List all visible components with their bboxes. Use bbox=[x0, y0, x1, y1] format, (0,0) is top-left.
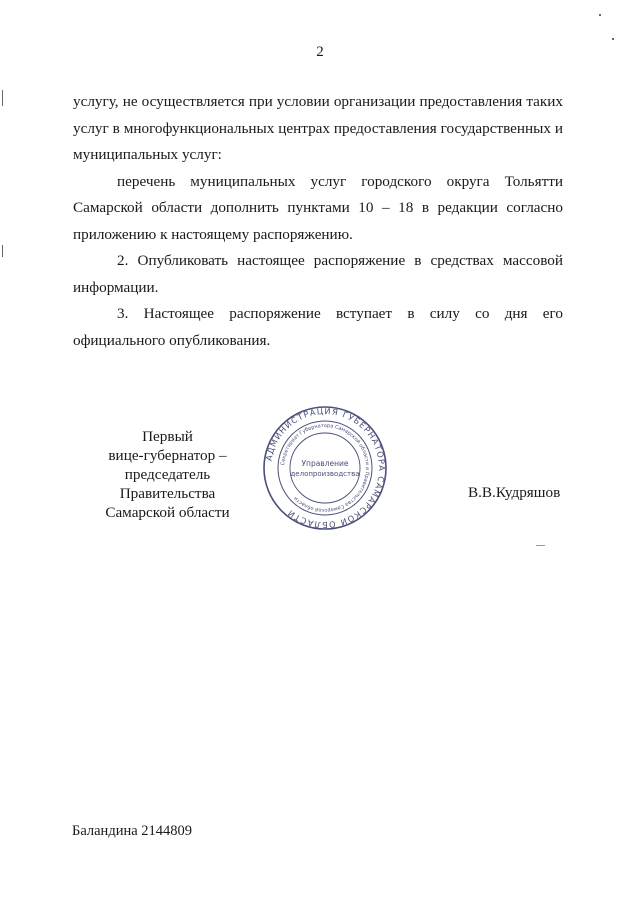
scan-artifact bbox=[2, 90, 3, 106]
signer-title-line: вице-губернатор – bbox=[108, 447, 227, 464]
signer-name: В.В.Кудряшов bbox=[468, 484, 561, 501]
scan-artifact bbox=[2, 245, 3, 257]
seal-ring bbox=[278, 421, 372, 515]
footer-contact: Баландина 2144809 bbox=[72, 823, 193, 839]
signer-title-line: Первый bbox=[142, 428, 193, 445]
signer-title bbox=[80, 427, 255, 522]
seal-center-line: Управление bbox=[301, 459, 349, 468]
scan-artifact bbox=[536, 545, 545, 546]
svg-text:Секретариат Губернатора Самарс bbox=[280, 423, 370, 513]
page-number: 2 bbox=[316, 44, 324, 60]
scan-artifact bbox=[612, 38, 614, 40]
document-body bbox=[73, 89, 563, 354]
paragraph-continuation: услугу, не осуществляется при условии организации предоставления таких услуг в многофункциональных центрах предоставления государственных и муниципальных услуг: bbox=[73, 93, 563, 163]
scan-artifact bbox=[599, 14, 601, 16]
seal-outer-text: АДМИНИСТРАЦИЯ ГУБЕРНАТОРА САМАРСКОЙ ОБЛАСТИ bbox=[263, 405, 388, 531]
seal-inner-text: Секретариат Губернатора Самарской области и Правительства Самарской области bbox=[280, 422, 371, 514]
paragraph-services-list: перечень муниципальных услуг городского округа Тольятти Самарской области дополнить пунктами 10 – 18 в редакции согласно приложению к настоящему распоряжению. bbox=[73, 172, 563, 243]
paragraph-effective: 3. Настоящее распоряжение вступает в силу со дня его официального опубликования. bbox=[73, 305, 563, 349]
seal-inner-ring bbox=[290, 433, 360, 503]
signer-title-line: председатель Правительства bbox=[119, 466, 216, 502]
paragraph-publish: 2. Опубликовать настоящее распоряжение в средствах массовой информации. bbox=[73, 252, 563, 296]
seal-center-line: делопроизводства bbox=[290, 470, 360, 478]
signer-title-line: Самарской области bbox=[105, 504, 230, 521]
official-seal bbox=[262, 405, 388, 531]
